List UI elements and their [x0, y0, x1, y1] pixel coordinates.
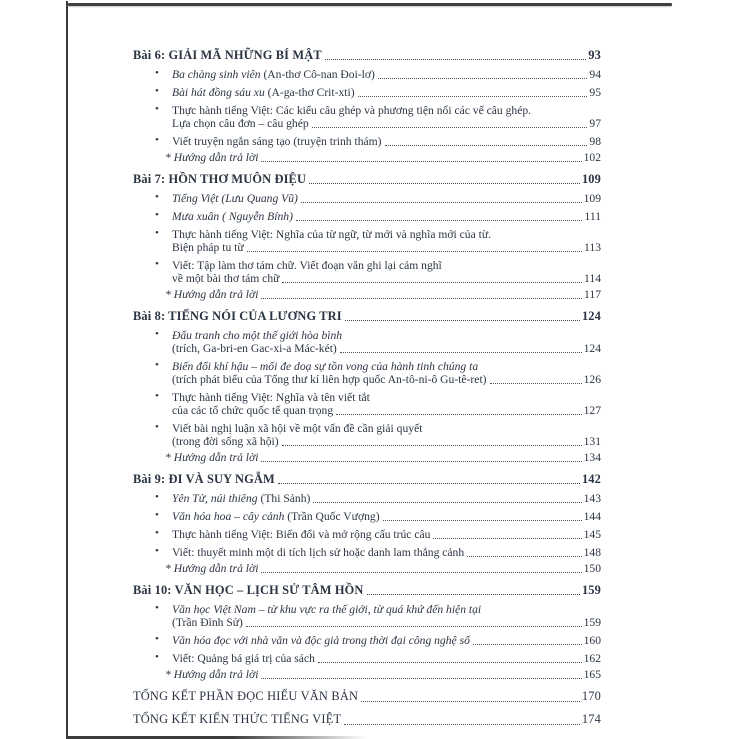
toc-item-row [133, 603, 601, 629]
entry-text [165, 562, 258, 575]
toc-chapter-row [133, 309, 601, 324]
entry-text-segment: Thực hành tiếng Việt: Biến đổi và mở rộng cấu trúc câu [172, 528, 431, 541]
toc-line [172, 272, 601, 285]
page-number: 109 [581, 172, 601, 186]
toc-line [172, 192, 601, 205]
dot-leader [358, 96, 588, 97]
toc-line [172, 616, 601, 629]
toc-summary-row [133, 712, 601, 727]
entry-text-segment: Thực hành tiếng Việt: Các kiểu câu ghép và phương tiện nối các vế câu ghép. [172, 104, 532, 117]
entry-text-segment: Văn hóa đọc với nhà văn và độc giả trong thời đại công nghệ số [172, 634, 470, 647]
page-number: 114 [584, 272, 601, 285]
page-number: 150 [583, 562, 601, 575]
entry-text-segment: Lựa chọn câu đơn – câu ghép [172, 117, 309, 130]
toc-item-row [133, 104, 601, 130]
toc-chapter-row [133, 472, 601, 487]
toc-line [172, 329, 601, 342]
dot-leader [313, 502, 581, 503]
entry-text-segment: Biện pháp tu từ [172, 241, 244, 254]
toc-line [172, 104, 601, 117]
entry-text-segment: (Trần Đình Sử) [172, 616, 243, 629]
toc-line [172, 360, 601, 373]
dot-leader [473, 644, 582, 645]
page-number: 145 [583, 528, 601, 541]
entry-text [133, 583, 364, 598]
entry-text [133, 172, 306, 187]
bullet-icon: • [155, 421, 159, 433]
entry-text [172, 634, 470, 647]
toc-line [172, 510, 601, 523]
entry-text-segment: Viết: thuyết minh một di tích lịch sử hoặc danh lam thắng cảnh [172, 546, 465, 559]
toc-line [133, 309, 601, 324]
dot-leader [278, 483, 580, 484]
toc-line [172, 546, 601, 559]
page-edge-left-shadow [66, 1, 68, 739]
toc-item-row [133, 329, 601, 355]
bullet-icon: • [155, 85, 159, 97]
toc-note-row [133, 288, 601, 301]
toc-line [172, 342, 601, 355]
page-number: 144 [583, 510, 601, 523]
table-of-contents [133, 48, 601, 727]
toc-line [172, 634, 601, 647]
toc-line [172, 404, 601, 417]
dot-leader [261, 572, 581, 573]
entry-text [172, 404, 333, 417]
entry-text [172, 259, 442, 272]
dot-leader [282, 445, 582, 446]
page-number: 109 [583, 192, 601, 205]
entry-text-segment: TỔNG KẾT PHẦN ĐỌC HIỂU VĂN BẢN [133, 689, 359, 703]
toc-item-row [133, 510, 601, 523]
page-number: 97 [589, 117, 601, 130]
dot-leader [467, 556, 581, 557]
page-number: 127 [583, 404, 601, 417]
toc-line [172, 435, 601, 448]
toc-line [133, 172, 601, 187]
entry-text [172, 391, 370, 404]
bullet-icon: • [155, 209, 159, 221]
entry-text [172, 210, 293, 223]
dot-leader [312, 127, 588, 128]
dot-leader [340, 352, 582, 353]
entry-text [172, 104, 531, 117]
entry-text-segment: Tiếng Việt (Lưu Quang Vũ) [172, 192, 298, 205]
page-number: 143 [583, 492, 601, 505]
entry-text [172, 228, 491, 241]
dot-leader [325, 59, 587, 60]
entry-text [172, 68, 375, 81]
entry-text-segment: Bài 8: TIẾNG NÓI CỦA LƯƠNG TRI [133, 309, 342, 323]
entry-text [172, 510, 380, 523]
entry-text-segment: Bài 9: ĐI VÀ SUY NGẪM [133, 472, 275, 486]
bullet-icon: • [155, 545, 159, 557]
page-number: 102 [583, 151, 601, 164]
bullet-icon: • [155, 67, 159, 79]
page-number: 111 [584, 210, 601, 223]
entry-text [172, 603, 481, 616]
dot-leader [261, 678, 581, 679]
entry-text-segment: TỔNG KẾT KIẾN THỨC TIẾNG VIỆT [133, 712, 342, 726]
entry-text-segment: (An-thơ Cô-nan Đoi-lơ) [260, 68, 375, 81]
entry-text-segment: (Trần Quốc Vượng) [284, 510, 380, 523]
dot-leader [383, 520, 582, 521]
toc-line [172, 422, 601, 435]
dot-leader [282, 282, 582, 283]
entry-text-segment: (trong đời sống xã hội) [172, 435, 279, 448]
bullet-icon: • [155, 509, 159, 521]
toc-chapter-row [133, 172, 601, 187]
dot-leader [490, 383, 582, 384]
bullet-icon: • [155, 491, 159, 503]
toc-line [133, 712, 601, 727]
entry-text [133, 309, 342, 324]
toc-item-row [133, 546, 601, 559]
dot-leader [309, 183, 580, 184]
dot-leader [367, 594, 580, 595]
toc-line [165, 562, 601, 575]
toc-item-row [133, 210, 601, 223]
entry-text [172, 329, 342, 342]
bullet-icon: • [155, 134, 159, 146]
entry-text [133, 689, 358, 704]
toc-line [172, 391, 601, 404]
bullet-icon: • [155, 602, 159, 614]
entry-text-segment: (trích phát biểu của Tổng thư kí liên hợp quốc An-tô-ni-ô Gu-tê-ret) [172, 373, 487, 386]
entry-text [172, 135, 382, 148]
page-number: 159 [581, 583, 601, 597]
bullet-icon: • [155, 227, 159, 239]
entry-text [133, 712, 341, 727]
toc-item-row [133, 86, 601, 99]
page-number: 162 [583, 652, 601, 665]
page-number: 148 [583, 546, 601, 559]
toc-line [133, 48, 601, 63]
entry-text [172, 528, 430, 541]
page-number: 160 [583, 634, 601, 647]
entry-text-segment: về một bài thơ tám chữ [172, 272, 280, 285]
entry-text [172, 241, 244, 254]
entry-text [172, 422, 422, 435]
toc-item-row [133, 192, 601, 205]
toc-chapter-row [133, 583, 601, 598]
entry-text [165, 668, 258, 681]
dot-leader [301, 202, 582, 203]
toc-line [165, 288, 601, 301]
toc-item-row [133, 422, 601, 448]
dot-leader [261, 461, 581, 462]
entry-text-segment: (trích, Ga-bri-en Gac-xi-a Mác-két) [172, 342, 337, 355]
page-number: 142 [581, 472, 601, 486]
toc-line [172, 228, 601, 241]
dot-leader [261, 161, 581, 162]
dot-leader [361, 701, 580, 702]
entry-text-segment: * Hướng dẫn trả lời [165, 288, 259, 301]
bullet-icon: • [155, 633, 159, 645]
toc-item-row [133, 652, 601, 665]
page-number: 134 [583, 451, 601, 464]
entry-text-segment: * Hướng dẫn trả lời [165, 562, 259, 575]
page-number: 159 [583, 616, 601, 629]
entry-text-segment: Văn học Việt Nam – từ khu vực ra thế giới, từ quá khứ đến hiện tại [172, 603, 482, 616]
bullet-icon: • [155, 191, 159, 203]
toc-item-row [133, 492, 601, 505]
entry-text [133, 472, 275, 487]
entry-text-segment: Viết truyện ngắn sáng tạo (truyện trinh thám) [172, 135, 382, 148]
entry-text-segment: Bài 6: GIẢI MÃ NHỮNG BÍ MẬT [133, 48, 322, 62]
entry-text [172, 360, 478, 373]
toc-item-row [133, 259, 601, 285]
page-edge-top-shadow [68, 3, 672, 6]
page-number: 113 [584, 241, 601, 254]
entry-text [172, 435, 279, 448]
page-number: 174 [581, 712, 601, 726]
toc-item-row [133, 634, 601, 647]
bullet-icon: • [155, 328, 159, 340]
page-number: 117 [584, 288, 601, 301]
entry-text [172, 86, 355, 99]
entry-text [172, 342, 337, 355]
entry-text [172, 546, 464, 559]
toc-line [172, 652, 601, 665]
toc-summary-row [133, 689, 601, 704]
bullet-icon: • [155, 359, 159, 371]
entry-text [172, 192, 298, 205]
toc-note-row [133, 451, 601, 464]
dot-leader [385, 145, 588, 146]
toc-line [172, 117, 601, 130]
toc-line [172, 492, 601, 505]
dot-leader [344, 724, 580, 725]
toc-line [172, 135, 601, 148]
entry-text [172, 616, 243, 629]
entry-text-segment: Viết: Quảng bá giá trị của sách [172, 652, 315, 665]
entry-text [133, 48, 322, 63]
entry-text-segment: Ba chàng sinh viên [172, 68, 261, 81]
entry-text-segment: của các tổ chức quốc tế quan trọng [172, 404, 334, 417]
entry-text [172, 492, 310, 505]
entry-text-segment: Yên Tử, núi thiêng [172, 492, 258, 505]
entry-text-segment: Biến đổi khí hậu – mối đe doạ sự tồn vong của hành tinh chúng ta [172, 360, 479, 373]
entry-text [172, 117, 309, 130]
dot-leader [433, 538, 581, 539]
toc-note-row [133, 151, 601, 164]
toc-item-row [133, 135, 601, 148]
toc-line [172, 210, 601, 223]
entry-text-segment: * Hướng dẫn trả lời [165, 668, 259, 681]
entry-text-segment: Đấu tranh cho một thế giới hòa bình [172, 329, 343, 342]
entry-text-segment: Viết: Tập làm thơ tám chữ. Viết đoạn văn ghi lại cảm nghĩ [172, 259, 442, 272]
toc-item-row [133, 228, 601, 254]
entry-text-segment: Bài 10: VĂN HỌC – LỊCH SỬ TÂM HỒN [133, 583, 364, 597]
dot-leader [247, 251, 582, 252]
dot-leader [336, 414, 581, 415]
bullet-icon: • [155, 527, 159, 539]
dot-leader [261, 298, 582, 299]
toc-line [172, 373, 601, 386]
bullet-icon: • [155, 390, 159, 402]
page-number: 98 [589, 135, 601, 148]
bullet-icon: • [155, 651, 159, 663]
entry-text-segment: Văn hóa hoa – cây cảnh [172, 510, 285, 523]
bullet-icon: • [155, 258, 159, 270]
toc-line [133, 689, 601, 704]
page-number: 94 [589, 68, 601, 81]
dot-leader [318, 662, 582, 663]
toc-line [165, 668, 601, 681]
entry-text [172, 272, 279, 285]
toc-line [172, 241, 601, 254]
entry-text [165, 451, 258, 464]
page-number: 165 [583, 668, 601, 681]
toc-line [165, 151, 601, 164]
entry-text-segment: (A-ga-thơ Crit-xti) [264, 86, 355, 99]
toc-line [172, 528, 601, 541]
toc-line [133, 472, 601, 487]
toc-line [172, 603, 601, 616]
toc-item-row [133, 68, 601, 81]
dot-leader [246, 626, 582, 627]
page-number: 131 [583, 435, 601, 448]
page-number: 124 [583, 342, 601, 355]
entry-text-segment: Bài hát đồng sáu xu [172, 86, 265, 99]
toc-note-row [133, 668, 601, 681]
entry-text-segment: * Hướng dẫn trả lời [165, 151, 259, 164]
page-number: 126 [583, 373, 601, 386]
entry-text [165, 151, 258, 164]
toc-line [172, 68, 601, 81]
dot-leader [296, 220, 583, 221]
page-number: 93 [588, 48, 601, 62]
toc-line [133, 583, 601, 598]
entry-text-segment: (Thi Sảnh) [257, 492, 311, 505]
entry-text-segment: Mưa xuân ( Nguyễn Bính) [172, 210, 293, 223]
toc-item-row [133, 528, 601, 541]
toc-line [172, 86, 601, 99]
page-number: 124 [581, 309, 601, 323]
toc-line [172, 259, 601, 272]
entry-text [172, 652, 315, 665]
toc-item-row [133, 391, 601, 417]
entry-text-segment: * Hướng dẫn trả lời [165, 451, 259, 464]
toc-line [165, 451, 601, 464]
entry-text-segment: Viết bài nghị luận xã hội về một vấn đề cần giải quyết [172, 422, 423, 435]
entry-text-segment: Thực hành tiếng Việt: Nghĩa và tên viết tắt [172, 391, 370, 404]
page-number: 95 [589, 86, 601, 99]
toc-note-row [133, 562, 601, 575]
entry-text-segment: Bài 7: HỒN THƠ MUÔN ĐIỆU [133, 172, 307, 186]
toc-chapter-row [133, 48, 601, 63]
entry-text [172, 373, 487, 386]
dot-leader [378, 78, 588, 79]
entry-text [165, 288, 258, 301]
bullet-icon: • [155, 103, 159, 115]
page-number: 170 [581, 689, 601, 703]
dot-leader [345, 320, 580, 321]
entry-text-segment: Thực hành tiếng Việt: Nghĩa của từ ngữ, từ mới và nghĩa mới của từ. [172, 228, 492, 241]
toc-item-row [133, 360, 601, 386]
